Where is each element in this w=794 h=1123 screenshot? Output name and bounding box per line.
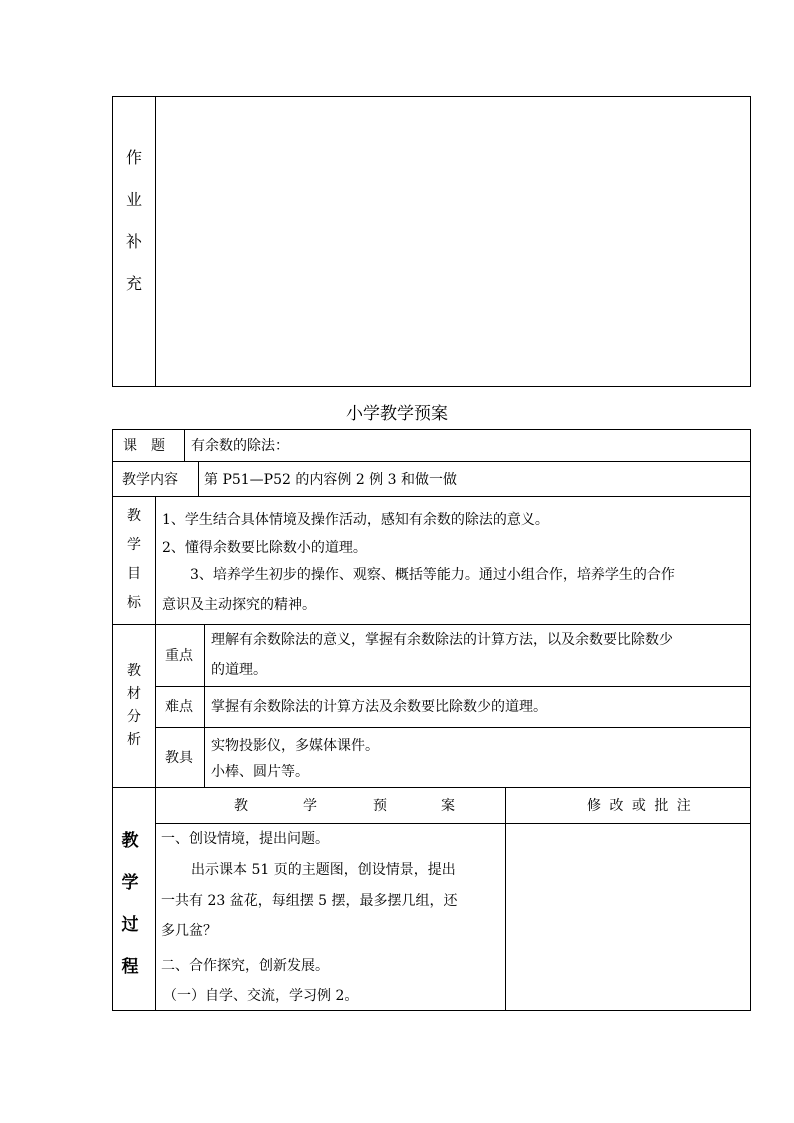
- objectives-label-char: 标: [127, 595, 141, 611]
- row-divider: [155, 686, 751, 687]
- column-header-plan: 教: [234, 798, 248, 814]
- key-points-line: 的道理。: [211, 662, 267, 678]
- analysis-sub-divider: [204, 624, 205, 787]
- process-line: （一）自学、交流，学习例 2。: [163, 988, 359, 1004]
- content-label: 教学内容: [122, 472, 178, 488]
- analysis-label-char: 材: [127, 686, 141, 702]
- tools-label: 教具: [165, 750, 193, 766]
- objectives-label-char: 教: [127, 508, 141, 524]
- process-label-char: 教: [121, 831, 139, 851]
- process-label-char: 过: [121, 915, 139, 935]
- difficulty-value: 掌握有余数除法的计算方法及余数要比除数少的道理。: [211, 699, 547, 715]
- content-value: 第 P51—P52 的内容例 2 例 3 和做一做: [204, 472, 457, 488]
- analysis-label: [122, 660, 146, 752]
- content-divider: [198, 461, 199, 496]
- process-label-char: 程: [121, 957, 139, 977]
- objectives-label: [122, 505, 146, 621]
- analysis-label-char: 析: [127, 732, 141, 748]
- tools-line: 实物投影仪，多媒体课件。: [211, 738, 379, 754]
- column-header-plan: 预: [373, 798, 387, 814]
- objectives-label-char: 学: [127, 537, 141, 553]
- key-points-line: 理解有余数除法的意义，掌握有余数除法的计算方法，以及余数要比除数少: [211, 632, 673, 648]
- objective-line: 2、懂得余数要比除数小的道理。: [162, 540, 367, 556]
- objectives-divider: [155, 496, 156, 624]
- process-label-char: 学: [121, 873, 139, 893]
- tools-line: 小棒、圆片等。: [211, 764, 309, 780]
- objective-line: 3、培养学生初步的操作、观察、概括等能力。通过小组合作，培养学生的合作: [190, 567, 675, 583]
- process-notes-divider: [505, 787, 506, 1011]
- process-line: 多几盆？: [161, 923, 217, 939]
- page-title: 小学教学预案: [346, 404, 448, 424]
- topic-label: 课 题: [123, 438, 165, 454]
- topic-value: 有余数的除法：: [191, 438, 289, 454]
- row-divider: [155, 727, 751, 728]
- column-header-notes: 修 改 或 批 注: [587, 798, 693, 814]
- objectives-label-char: 目: [127, 566, 141, 582]
- homework-label-char: 充: [125, 274, 142, 293]
- process-divider: [155, 787, 156, 1011]
- homework-divider: [155, 96, 156, 387]
- analysis-label-char: 分: [127, 709, 141, 725]
- row-divider: [112, 624, 751, 625]
- objective-line: 1、学生结合具体情境及操作活动，感知有余数的除法的意义。: [162, 512, 549, 528]
- process-line: 出示课本 51 页的主题图，创设情景，提出: [191, 862, 456, 878]
- row-divider: [155, 823, 751, 824]
- process-label: [118, 826, 142, 994]
- homework-supplement-table: [112, 96, 751, 387]
- process-line: 一共有 23 盆花，每组摆 5 摆，最多摆几组，还: [161, 893, 458, 909]
- row-divider: [112, 496, 751, 497]
- analysis-label-char: 教: [127, 663, 141, 679]
- difficulty-label: 难点: [165, 699, 193, 715]
- homework-label-char: 补: [125, 232, 142, 251]
- homework-label: [122, 145, 146, 313]
- topic-divider: [184, 429, 185, 461]
- homework-label-char: 作: [125, 148, 142, 167]
- key-points-label: 重点: [165, 648, 193, 664]
- row-divider: [112, 461, 751, 462]
- homework-label-char: 业: [125, 190, 142, 209]
- analysis-divider: [155, 624, 156, 787]
- objective-line: 意识及主动探究的精神。: [162, 597, 316, 613]
- process-line: 二、合作探究，创新发展。: [161, 958, 329, 974]
- row-divider: [112, 787, 751, 788]
- process-line: 一、创设情境，提出问题。: [161, 831, 329, 847]
- column-header-plan: 学: [303, 798, 317, 814]
- column-header-plan: 案: [441, 798, 455, 814]
